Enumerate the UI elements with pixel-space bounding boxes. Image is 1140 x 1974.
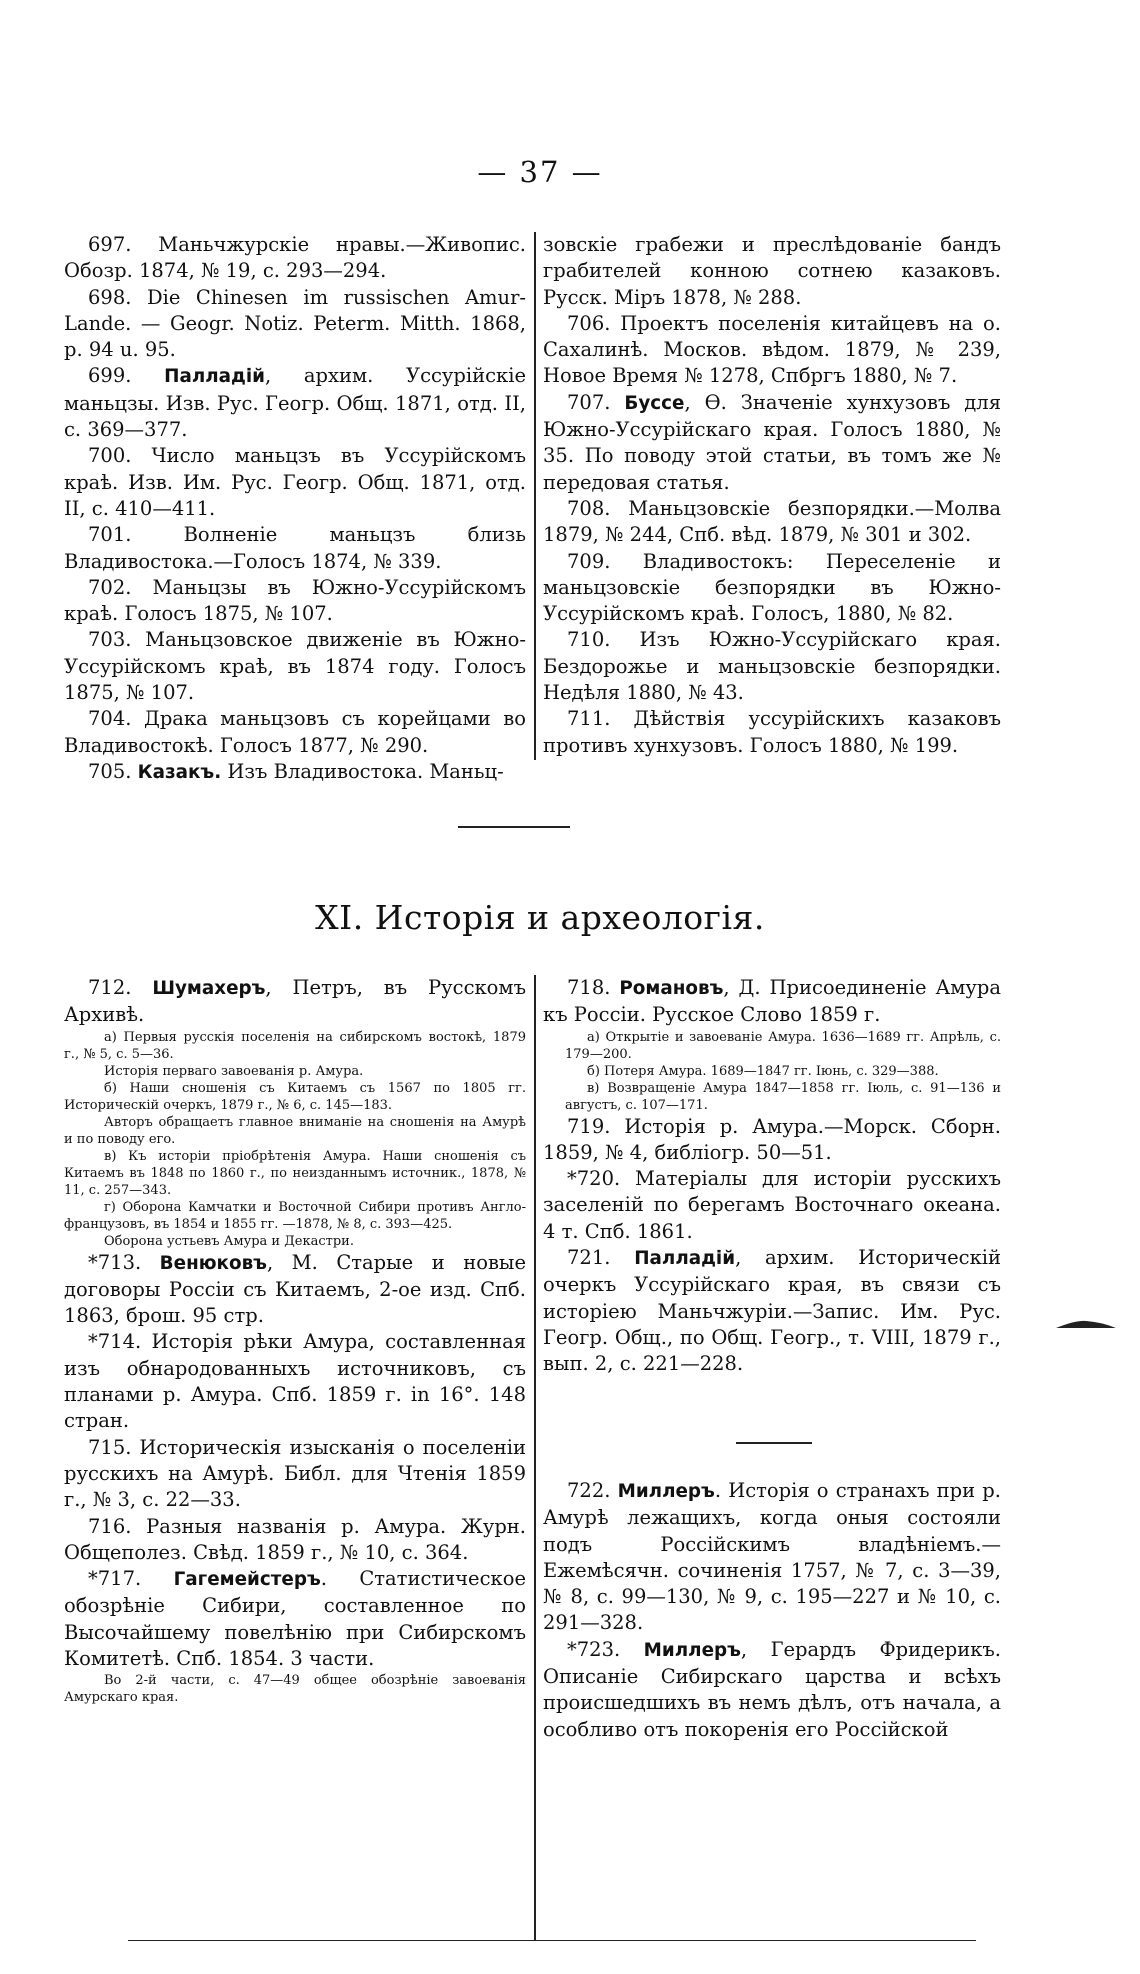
top-left-column [64,232,526,786]
bibliography-entry: *723. Миллеръ, Герардъ Фридерикъ. Описаніе Сибирскаго царства и всѣхъ происшедшихъ въ немъ дѣлъ, отъ начала, а особливо отъ покоренія его Россійской [543,1637,1001,1741]
top-right-column [543,232,1001,759]
bibliography-entry: *720. Матеріалы для исторіи русскихъ заселеній по берегамъ Восточнаго океана. 4 т. Спб. 1861. [543,1167,1001,1243]
bibliography-entry: 721. Палладій, архим. Историческій очеркъ Уссурійскаго края, въ связи съ исторіею Маньчжуріи.—Запис. Им. Рус. Геогр. Общ., по Общ. Геогр., т. VIII, 1879 г., вып. 2, с. 221—228. [543,1246,1001,1376]
bibliography-entry: зовскіе грабежи и преслѣдованіе бандъ грабителей конною сотнею казаковъ. Русск. Міръ 1878, № 288. [543,233,1001,309]
annotation-note: Авторъ обращаетъ главное вниманіе на сношенія на Амурѣ и по поводу его. [64,1114,526,1147]
bottom-left-column [64,975,526,1706]
section-separator-rule [458,826,570,828]
bibliography-entry: 716. Разныя названія р. Амура. Журн. Общеполез. Свѣд. 1859 г., № 10, с. 364. [64,1514,526,1564]
bibliography-entry: 722. Миллеръ. Исторія о странахъ при р. Амурѣ лежащихъ, когда оныя состояли подъ Россійскимъ владѣніемъ.—Ежемѣсячн. сочиненія 1757, № 7, с. 3—39, № 8, с. 99—130, № 9, с. 195—227 и № 10, с. 291—328. [543,1479,1001,1635]
bottom-right-column-upper [543,975,1001,1378]
annotation-note: б) Наши сношенія съ Китаемъ съ 1567 по 1805 гг. Историческій очеркъ, 1879 г., № 6, с. 145—183. [64,1080,526,1113]
annotation-note: Оборона устьевъ Амура и Декастри. [104,1233,354,1249]
annotation-note: в) Возвращеніе Амура 1847—1858 гг. Іюль, с. 91—136 и августъ, с. 107—171. [565,1080,1001,1113]
bibliography-entry: 700. Число маньцзъ въ Уссурійскомъ краѣ. Изв. Им. Рус. Геогр. Общ. 1871, отд. II, с. 410—411. [64,444,526,520]
bibliography-entry: *714. Исторія рѣки Амура, составленная изъ обнародованныхъ источниковъ, съ планами р. Амура. Спб. 1859 г. in 16°. 148 стран. [64,1330,526,1433]
annotation-note: Во 2-й части, с. 47—49 общее обозрѣніе завоеванія Амурскаго края. [64,1673,526,1706]
bibliography-entry: 708. Маньцзовскіе безпорядки.—Молва 1879, № 244, Спб. вѣд. 1879, № 301 и 302. [543,496,1001,547]
bibliography-entry: 718. Романовъ, Д. Присоединеніе Амура къ Россіи. Русское Слово 1859 г. [543,976,1001,1027]
bibliography-entry: 709. Владивостокъ: Переселеніе и маньцзовскіе безпорядки въ Южно-Уссурійскомъ краѣ. Голосъ, 1880, № 82. [543,549,1001,626]
bibliography-entry: 719. Исторія р. Амура.—Морск. Сборн. 1859, № 4, библіогр. 50—51. [543,1114,1001,1164]
bibliography-entry: 712. Шумахеръ, Петръ, въ Русскомъ Архивѣ. [64,976,526,1027]
bibliography-entry: 707. Буссе, Ѳ. Значеніе хунхузовъ для Южно-Уссурійскаго края. Голосъ 1880, № 35. По поводу этой статьи, въ томъ же № передовая статья. [543,390,1001,494]
ink-smudge-mark [1056,1318,1116,1330]
bottom-column-divider [534,975,536,1940]
bibliography-entry: 706. Проектъ поселенія китайцевъ на о. Сахалинѣ. Москов. вѣдом. 1879, № 239, Новое Время № 1278, Спбргъ 1880, № 7. [543,311,1001,388]
annotation-note: б) Потеря Амура. 1689—1847 гг. Іюнь, с. 329—388. [587,1063,939,1079]
top-column-divider [534,232,536,760]
bibliography-entry: 704. Драка маньцзовъ съ корейцами во Владивостокѣ. Голосъ 1877, № 290. [64,707,526,757]
bibliography-entry: 710. Изъ Южно-Уссурійскаго края. Бездорожье и маньцзовскіе безпорядки. Недѣля 1880, № 43. [543,628,1001,705]
bibliography-entry: *717. Гагемейстеръ. Статистическое обозрѣніе Сибири, составленное по Высочайшему повелѣнію при Сибирскомъ Комитетѣ. Спб. 1854. 3 части. [64,1567,526,1671]
annotation-note: а) Открытіе и завоеваніе Амура. 1636—1689 гг. Апрѣль, с. 179—200. [565,1029,1001,1062]
section-title: XI. Исторія и археологія. [315,898,765,937]
entry-separator-rule [736,1442,812,1444]
bottom-right-column-lower [543,1478,1001,1743]
page-number: — 37 — [477,155,603,189]
annotation-note: в) Къ исторіи пріобрѣтенія Амура. Наши сношенія съ Китаемъ въ 1848 по 1860 г., по неизданнымъ источник., 1878, № 11, с. 257—343. [64,1148,526,1198]
bibliography-entry: 711. Дѣйствія уссурійскихъ казаковъ противъ хунхузовъ. Голосъ 1880, № 199. [543,707,1001,757]
bibliography-entry: 701. Волненіе маньцзъ близь Владивостока.—Голосъ 1874, № 339. [64,523,526,573]
bibliography-entry: 702. Маньцзы въ Южно-Уссурійскомъ краѣ. Голосъ 1875, № 107. [64,575,526,626]
bottom-rule [128,1940,976,1941]
bibliography-entry: 699. Палладій, архим. Уссурійскіе маньцзы. Изв. Рус. Геогр. Общ. 1871, отд. II, с. 369—377. [64,364,527,442]
bibliography-entry: *713. Венюковъ, М. Старые и новые договоры Россіи съ Китаемъ, 2-ое изд. Спб. 1863, брош. 95 стр. [64,1250,526,1328]
bibliography-entry: 703. Маньцзовское движеніе въ Южно-Уссурійскомъ краѣ, въ 1874 году. Голосъ 1875, № 107. [64,628,526,705]
bibliography-entry: 697. Маньчжурскіе нравы.—Живопис. Обозр. 1874, № 19, с. 293—294. [64,233,526,283]
bibliography-entry: 715. Историческія изысканія о поселеніи русскихъ на Амурѣ. Библ. для Чтенія 1859 г., № 3, с. 22—33. [64,1435,526,1512]
annotation-note: г) Оборона Камчатки и Восточной Сибири противъ Англо-французовъ, въ 1854 и 1855 гг. —1878, № 8, с. 393—425. [64,1199,526,1232]
annotation-note: Исторія перваго завоеванія р. Амура. [104,1063,364,1079]
bibliography-entry: 698. Die Chinesen im russischen Amur-Lande. — Geogr. Notiz. Peterm. Mitth. 1868, p. 94 u. 95. [64,285,526,362]
annotation-note: а) Первыя русскія поселенія на сибирскомъ востокѣ, 1879 г., № 5, с. 5—36. [64,1029,526,1062]
bibliography-entry: 705. Казакъ. Изъ Владивостока. Маньц- [88,759,504,783]
